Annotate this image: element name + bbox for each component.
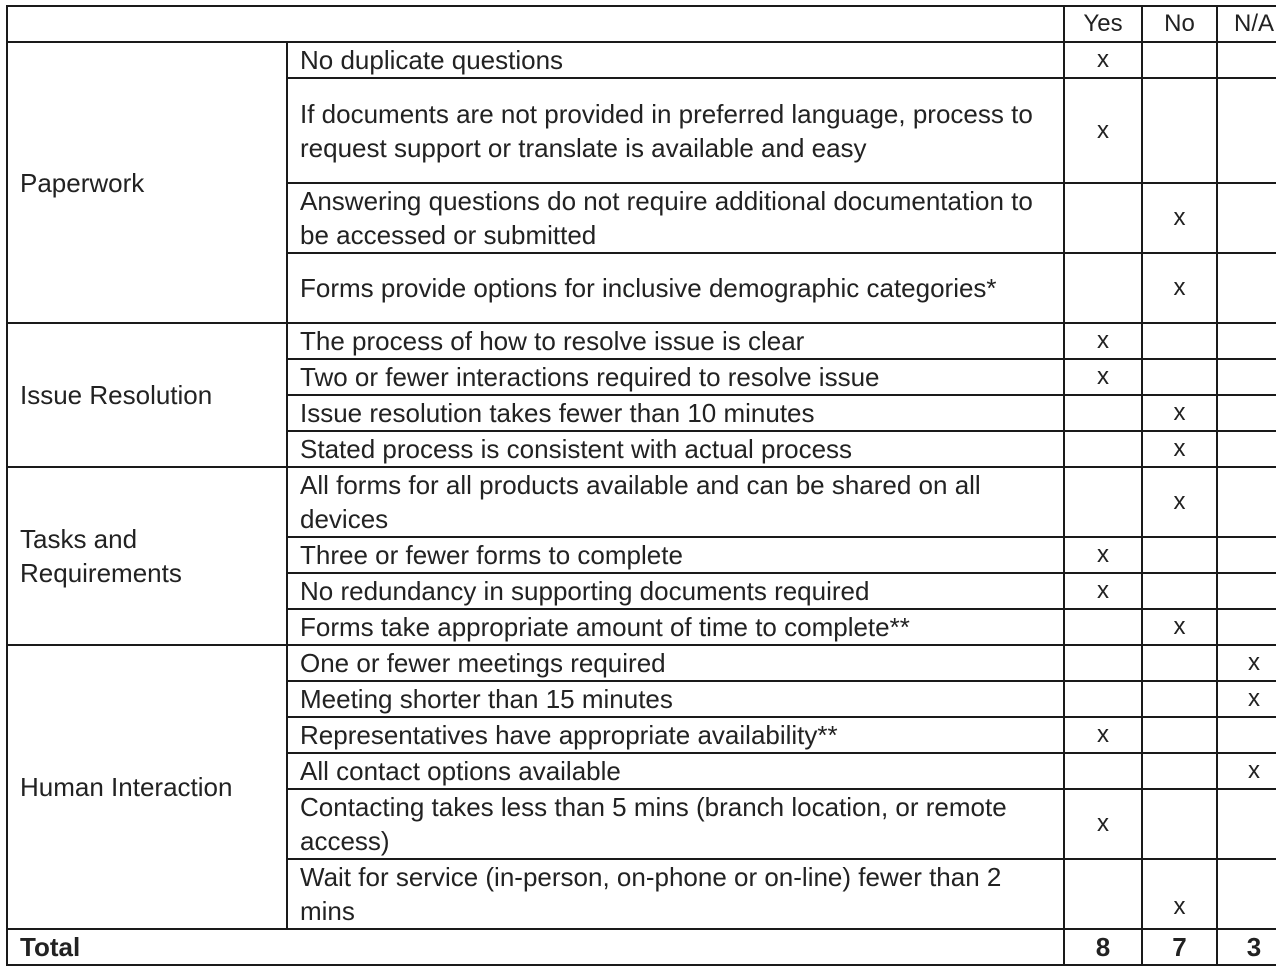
checklist-table xyxy=(6,5,1276,966)
no-cell xyxy=(1142,323,1217,359)
criterion-cell: No redundancy in supporting documents required xyxy=(287,573,1064,609)
header-row xyxy=(7,6,1276,42)
no-cell: x xyxy=(1142,395,1217,431)
na-cell xyxy=(1217,42,1276,78)
criterion-cell: Stated process is consistent with actual process xyxy=(287,431,1064,467)
no-cell xyxy=(1142,359,1217,395)
yes-cell: x xyxy=(1064,42,1142,78)
no-cell xyxy=(1142,573,1217,609)
criterion-cell: Forms take appropriate amount of time to complete** xyxy=(287,609,1064,645)
na-cell: x xyxy=(1217,753,1276,789)
table-row xyxy=(7,323,1276,359)
na-cell xyxy=(1217,609,1276,645)
criterion-cell: All contact options available xyxy=(287,753,1064,789)
yes-cell xyxy=(1064,253,1142,323)
criterion-cell: Two or fewer interactions required to resolve issue xyxy=(287,359,1064,395)
criterion-cell: Forms provide options for inclusive demographic categories* xyxy=(287,253,1064,323)
no-cell xyxy=(1142,753,1217,789)
criterion-cell: All forms for all products available and can be shared on all devices xyxy=(287,467,1064,537)
no-cell: x xyxy=(1142,859,1217,929)
yes-cell xyxy=(1064,645,1142,681)
yes-cell xyxy=(1064,681,1142,717)
na-cell xyxy=(1217,717,1276,753)
na-cell xyxy=(1217,183,1276,253)
yes-cell: x xyxy=(1064,717,1142,753)
total-row xyxy=(7,929,1276,965)
yes-cell: x xyxy=(1064,323,1142,359)
yes-cell: x xyxy=(1064,789,1142,859)
no-cell: x xyxy=(1142,467,1217,537)
total-na: 3 xyxy=(1217,929,1276,965)
criterion-cell: One or fewer meetings required xyxy=(287,645,1064,681)
criterion-cell: Three or fewer forms to complete xyxy=(287,537,1064,573)
criterion-cell: Representatives have appropriate availability** xyxy=(287,717,1064,753)
na-cell xyxy=(1217,537,1276,573)
na-cell xyxy=(1217,359,1276,395)
yes-cell xyxy=(1064,395,1142,431)
yes-cell xyxy=(1064,183,1142,253)
yes-cell xyxy=(1064,609,1142,645)
na-cell xyxy=(1217,395,1276,431)
criterion-cell: If documents are not provided in preferred language, process to request support or translate is available and easy xyxy=(287,78,1064,183)
na-cell xyxy=(1217,859,1276,929)
na-cell xyxy=(1217,431,1276,467)
criterion-cell: Wait for service (in-person, on-phone or on-line) fewer than 2 mins xyxy=(287,859,1064,929)
criterion-cell: Answering questions do not require additional documentation to be accessed or submitted xyxy=(287,183,1064,253)
yes-cell xyxy=(1064,467,1142,537)
criterion-cell: The process of how to resolve issue is clear xyxy=(287,323,1064,359)
criterion-cell: Issue resolution takes fewer than 10 minutes xyxy=(287,395,1064,431)
table-row xyxy=(7,467,1276,537)
header-blank-cell xyxy=(7,6,1064,42)
category-tasks-and-requirements: Tasks and Requirements xyxy=(7,467,287,645)
yes-cell: x xyxy=(1064,537,1142,573)
no-cell: x xyxy=(1142,609,1217,645)
na-cell xyxy=(1217,789,1276,859)
header-no: No xyxy=(1142,6,1217,42)
na-cell xyxy=(1217,253,1276,323)
table-row xyxy=(7,42,1276,78)
na-cell xyxy=(1217,467,1276,537)
no-cell xyxy=(1142,681,1217,717)
yes-cell: x xyxy=(1064,78,1142,183)
criterion-cell: No duplicate questions xyxy=(287,42,1064,78)
na-cell xyxy=(1217,573,1276,609)
no-cell xyxy=(1142,645,1217,681)
no-cell xyxy=(1142,78,1217,183)
no-cell xyxy=(1142,717,1217,753)
na-cell xyxy=(1217,78,1276,183)
table-row xyxy=(7,645,1276,681)
no-cell xyxy=(1142,42,1217,78)
no-cell: x xyxy=(1142,431,1217,467)
no-cell xyxy=(1142,789,1217,859)
no-cell: x xyxy=(1142,253,1217,323)
criterion-cell: Contacting takes less than 5 mins (branch location, or remote access) xyxy=(287,789,1064,859)
total-no: 7 xyxy=(1142,929,1217,965)
no-cell: x xyxy=(1142,183,1217,253)
header-na: N/A xyxy=(1217,6,1276,42)
category-paperwork: Paperwork xyxy=(7,42,287,323)
category-human-interaction: Human Interaction xyxy=(7,645,287,929)
yes-cell: x xyxy=(1064,573,1142,609)
na-cell xyxy=(1217,323,1276,359)
header-yes: Yes xyxy=(1064,6,1142,42)
category-issue-resolution: Issue Resolution xyxy=(7,323,287,467)
yes-cell: x xyxy=(1064,359,1142,395)
total-yes: 8 xyxy=(1064,929,1142,965)
yes-cell xyxy=(1064,431,1142,467)
yes-cell xyxy=(1064,753,1142,789)
total-label: Total xyxy=(7,929,1064,965)
criterion-cell: Meeting shorter than 15 minutes xyxy=(287,681,1064,717)
yes-cell xyxy=(1064,859,1142,929)
na-cell: x xyxy=(1217,681,1276,717)
na-cell: x xyxy=(1217,645,1276,681)
no-cell xyxy=(1142,537,1217,573)
